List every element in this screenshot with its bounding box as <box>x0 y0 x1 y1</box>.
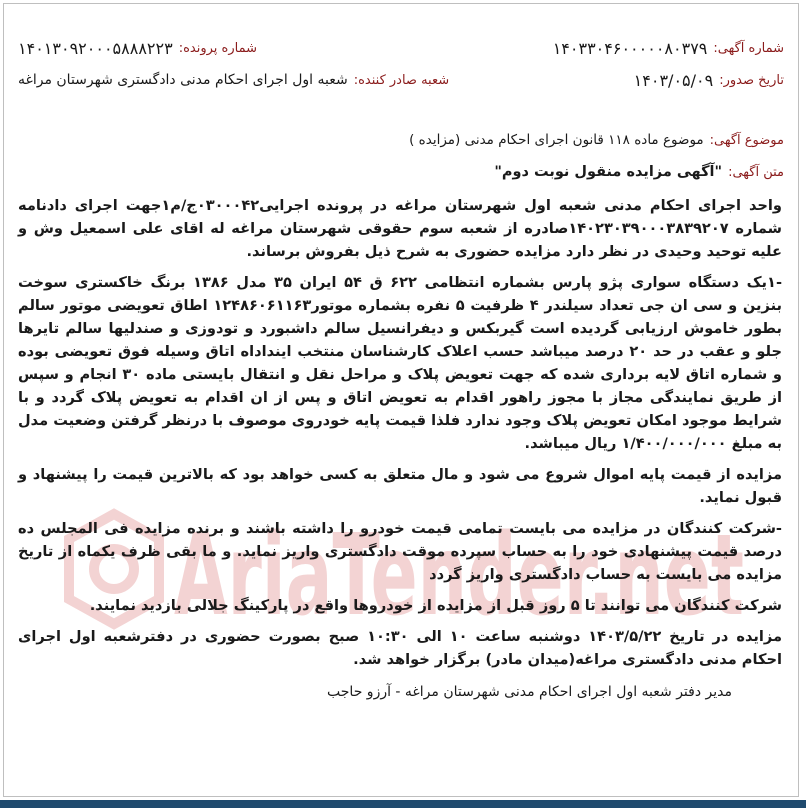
text-title-row <box>18 156 784 188</box>
notice-body <box>18 194 782 712</box>
case-number-field <box>18 39 257 58</box>
bottom-bar <box>0 800 806 808</box>
text-title: "آگهی مزایده منقول نوبت دوم" <box>494 164 723 180</box>
notice-number: ۱۴۰۳۳۰۴۶۰۰۰۰۰۸۰۳۷۹ <box>552 38 708 58</box>
notice-meta <box>18 124 784 188</box>
issuer: شعبه اول اجرای احکام مدنی دادگستری شهرستان مراغه <box>18 72 348 88</box>
body-paragraph-vehicle: -۱یک دستگاه سواری پژو پارس بشماره انتظامی ۶۲۲ ق ۵۴ ایران ۳۵ مدل ۱۳۸۶ برنگ خاکستری سوخت بنزین و سی ان جی تعداد سیلندر ۴ ظرفیت ۵ نفره بشماره موتور۱۲۴۸۶۰۶۱۱۶۳ اطاق تعویضی موتور سالم بطور خاموش ارزیابی گردیده است گیربکس و دیفرانسیل سالم داشبورد و تودوزی و صندلیها سالم تایرها جلو و عقب در حد ۲۰ درصد میباشد حسب اعلاک کارشناسان منتخب اینداداه اتاق وسیله فوق تعویضی بوده و شماره اتاق لایه برداری شده که جهت تعویض پلاک و مراحل نقل و انتقال بایستی ماده ۳۰ انجام و سپس از طریق نمایندگی مجاز با مجوز راهور اقدام به تعویض اتاق و پس از ان اقدام به تعویض پلاک گردد و با شرایط موجود امکان تعویض پلاک وجود ندارد فلذا قیمت پایه خودروی موصوف با درنظر گرفتن وضعیت مدل به مبلغ ۱/۴۰۰/۰۰۰/۰۰۰ ریال میباشد. <box>18 274 783 452</box>
signature: مدیر دفتر شعبه اول اجرای احکام مدنی شهرستان مراغه - آرزو حاجب <box>327 684 732 700</box>
issuer-field <box>18 72 449 88</box>
notice-number-field <box>553 39 784 58</box>
body-paragraph-inspection: شرکت کنندگان می توانند تا ۵ روز قبل از مزایده از خودروها واقع در پارکینگ جلالی بازدید نمایند. <box>89 597 782 614</box>
subject-label: موضوع آگهی: <box>709 132 784 148</box>
body-paragraph-intro: واحد اجرای احکام مدنی شعبه اول شهرستان مراغه در پرونده اجرایی۰۳۰۰۰۴۲ج/م۱جهت اجرای دادنامه شماره ۱۴۰۲۳۰۳۹۰۰۰۳۸۳۹۲۰۷صادره از شعبه سوم حقوقی شهرستان مراغه له اقای علی اسمعیل وش و علیه توحید وحیدی در نظر دارد مزایده حضوری به شرح ذیل بفروش برساند. <box>18 197 782 260</box>
issue-date-field <box>634 71 784 90</box>
notice-number-label: شماره آگهی: <box>713 40 784 56</box>
issue-date: ۱۴۰۳/۰۵/۰۹ <box>633 70 714 90</box>
text-label: متن آگهی: <box>728 164 784 180</box>
body-paragraph-schedule: مزایده در تاریخ ۱۴۰۳/۵/۲۲ دوشنبه ساعت ۱۰ الی ۱۰:۳۰ صبح بصورت حضوری در دفترشعبه اول اجرای احکام مدنی دادگستری مراغه(میدان مادر) برگزار خواهد شد. <box>18 628 782 668</box>
header <box>18 32 784 96</box>
case-number-label: شماره پرونده: <box>178 40 257 56</box>
issuer-label: شعبه صادر کننده: <box>353 72 450 88</box>
notice-document <box>3 3 799 797</box>
case-number: ۱۴۰۱۳۰۹۲۰۰۰۵۸۸۸۲۲۳ <box>18 38 173 58</box>
body-paragraph-base-price: مزایده از قیمت پایه اموال شروع می شود و مال متعلق به کسی خواهد بود که بالاترین قیمت را پیشنهاد و قبول نماید. <box>18 466 782 506</box>
body-paragraph-deposit: -شرکت کنندگان در مزایده می بایست تمامی قیمت خودرو را داشته باشند و برنده مزایده فی المجلس ده درصد قیمت پیشنهادی خود را به حساب سپرده موقت دادگستری واریز نماید. و ما بقی ظرف یکماه از تاریخ مزایده می بایست به حساب دادگستری واریز گردد <box>18 520 782 583</box>
issue-date-label: تاریخ صدور: <box>719 72 784 88</box>
watermark-text: AriaTender.net <box>174 511 744 641</box>
subject: موضوع ماده ۱۱۸ قانون اجرای احکام مدنی (مزایده ) <box>409 132 704 148</box>
subject-row <box>18 124 784 156</box>
